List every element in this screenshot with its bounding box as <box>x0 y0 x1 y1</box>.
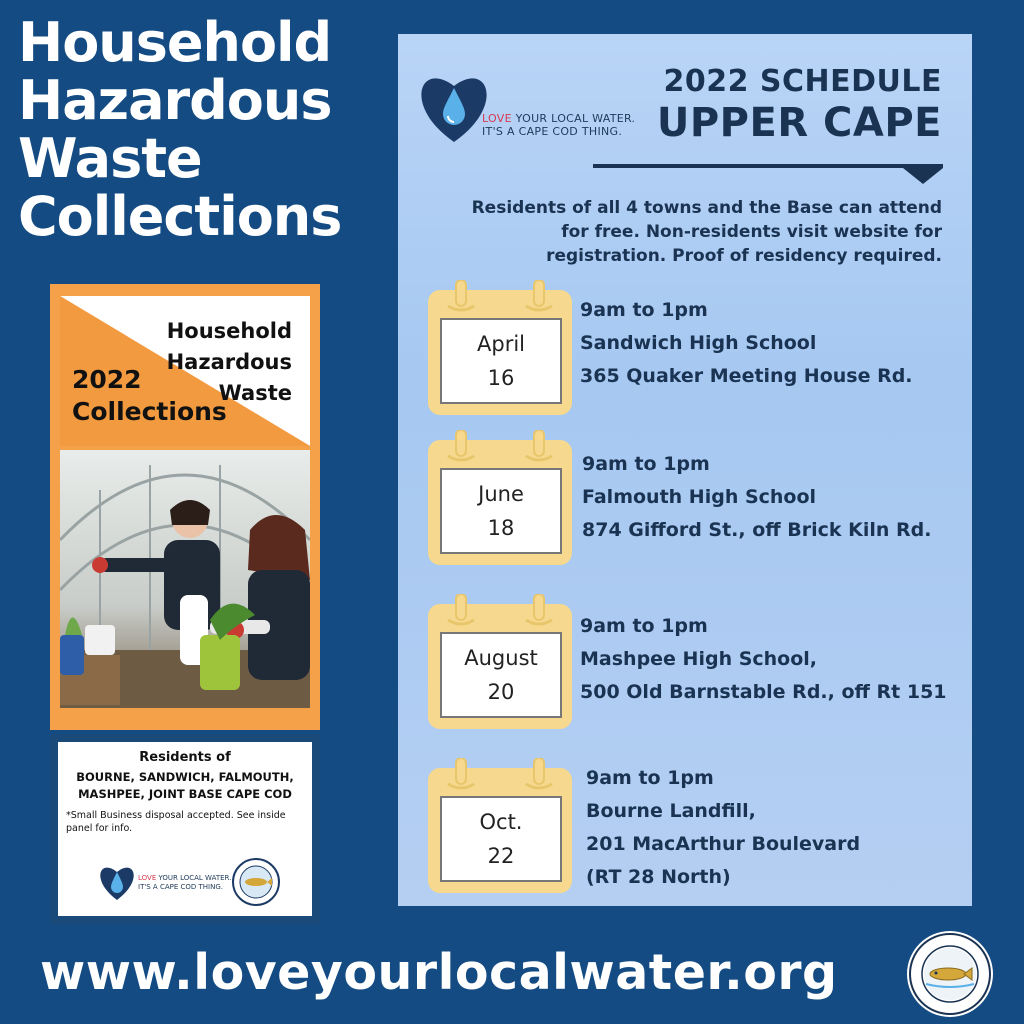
event-month: August <box>464 646 538 670</box>
schedule-title-line2: UPPER CAPE <box>656 100 942 146</box>
logo-text <box>482 112 635 138</box>
intro-line: registration. Proof of residency required. <box>546 246 942 266</box>
event-item <box>428 758 958 893</box>
brochure-towns-line: MASHPEE, JOINT BASE CAPE COD <box>78 787 292 801</box>
calendar-date <box>440 318 562 404</box>
brochure-header <box>60 296 310 446</box>
event-time: 9am to 1pm <box>580 299 708 321</box>
event-day: 20 <box>487 680 515 704</box>
brochure-note: *Small Business disposal accepted. See inside panel for info. <box>66 810 286 834</box>
event-location: Mashpee High School, <box>580 648 818 670</box>
intro-line: for free. Non-residents visit website for <box>561 222 942 242</box>
heart-drop-icon <box>96 862 138 902</box>
event-location: Sandwich High School <box>580 332 817 354</box>
calendar-date <box>440 632 562 718</box>
logo-love: LOVE <box>482 112 512 125</box>
brochure-collections: Collections <box>72 397 227 426</box>
logo-line1: YOUR LOCAL WATER. <box>511 112 636 125</box>
brochure-residents-of: Residents of <box>139 750 231 765</box>
event-details <box>582 448 932 547</box>
title-underline-arrow <box>593 164 943 186</box>
brochure-towns <box>66 769 304 803</box>
main-title <box>18 11 358 248</box>
brochure-back-panel <box>50 734 320 924</box>
main-title-line: Hazardous <box>18 69 332 132</box>
event-address: 365 Quaker Meeting House Rd. <box>580 365 913 387</box>
event-time: 9am to 1pm <box>586 767 714 789</box>
logo-line2: IT'S A CAPE COD THING. <box>482 125 623 138</box>
event-details <box>580 294 913 393</box>
schedule-title <box>657 64 942 146</box>
event-time: 9am to 1pm <box>580 615 708 637</box>
event-item <box>428 430 958 565</box>
greenhouse-photo-image <box>60 450 310 708</box>
event-month: Oct. <box>479 810 523 834</box>
brochure-collections-title <box>72 364 227 428</box>
county-seal-icon <box>906 930 994 1018</box>
website-url[interactable]: www.loveyourlocalwater.org <box>40 944 838 1001</box>
event-address: 201 MacArthur Boulevard <box>586 833 861 855</box>
intro-line: Residents of all 4 towns and the Base can attend <box>471 198 942 218</box>
event-address-note: (RT 28 North) <box>586 866 731 888</box>
brochure-logo-love: LOVE <box>138 874 157 882</box>
main-title-line: Household <box>18 11 332 74</box>
event-day: 22 <box>487 844 515 868</box>
schedule-title-line1: 2022 SCHEDULE <box>663 64 942 99</box>
brochure-logo-line2: IT'S A CAPE COD THING. <box>138 883 223 891</box>
calendar-date <box>440 796 562 882</box>
event-month: June <box>478 482 524 506</box>
event-month: April <box>477 332 525 356</box>
event-day: 18 <box>487 516 515 540</box>
intro-text <box>402 196 942 268</box>
event-location: Bourne Landfill, <box>586 800 756 822</box>
main-title-line: Waste <box>18 127 202 190</box>
event-address: 874 Gifford St., off Brick Kiln Rd. <box>582 519 932 541</box>
calendar-date <box>440 468 562 554</box>
event-details <box>580 610 947 709</box>
event-address: 500 Old Barnstable Rd., off Rt 151 <box>580 681 947 703</box>
schedule-card <box>398 34 972 906</box>
brochure-hhw-line: Hazardous <box>166 350 292 374</box>
brochure-hhw-line: Waste <box>218 381 292 405</box>
event-time: 9am to 1pm <box>582 453 710 475</box>
brochure-year: 2022 <box>72 365 142 394</box>
event-item <box>428 280 958 415</box>
event-item <box>428 594 958 729</box>
brochure-logo-line1: YOUR LOCAL WATER. <box>156 874 232 882</box>
event-location: Falmouth High School <box>582 486 817 508</box>
event-day: 16 <box>487 366 515 390</box>
main-title-line: Collections <box>18 185 342 248</box>
brochure-photo <box>60 450 310 708</box>
brochure-logos <box>96 858 286 910</box>
brochure-logo-text <box>138 874 231 892</box>
brochure-towns-line: BOURNE, SANDWICH, FALMOUTH, <box>76 770 294 784</box>
brochure-hhw-line: Household <box>166 319 292 343</box>
event-details <box>586 762 860 894</box>
county-seal-icon <box>232 858 280 906</box>
